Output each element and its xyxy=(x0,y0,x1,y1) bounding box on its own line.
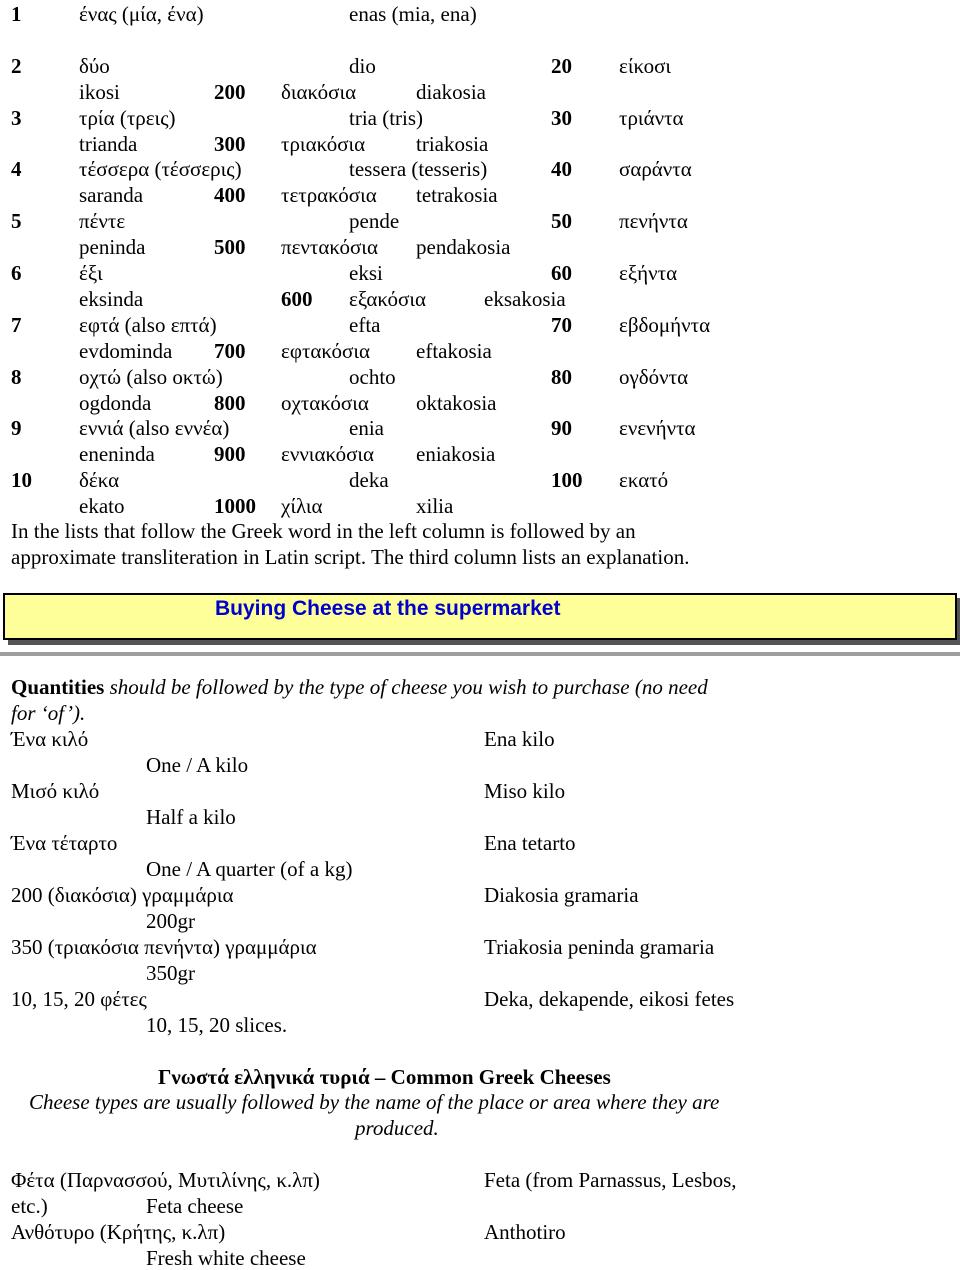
quantity-greek: Μισό κιλό xyxy=(11,779,100,803)
quantity-english: Half a kilo xyxy=(146,805,236,829)
tens-number: 60 xyxy=(551,261,572,285)
tens-number: 80 xyxy=(551,365,572,389)
cheese-english: Feta cheese xyxy=(146,1194,244,1218)
tens-greek: εξήντα xyxy=(619,261,678,285)
tens-latin: eneninda xyxy=(79,442,155,466)
hundreds-latin: pendakosia xyxy=(416,235,511,259)
hundreds-latin: xilia xyxy=(416,494,454,518)
number-latin: ochto xyxy=(349,365,396,389)
hundreds-latin: eftakosia xyxy=(416,339,492,363)
quantity-english: 200gr xyxy=(146,909,195,933)
quantity-english: 350gr xyxy=(146,961,195,985)
number-greek: οχτώ (also οκτώ) xyxy=(79,365,223,389)
cheese-english: Fresh white cheese xyxy=(146,1246,306,1270)
tens-number: 50 xyxy=(551,209,572,233)
tens-greek: πενήντα xyxy=(619,209,688,233)
quantity-english: One / A quarter (of a kg) xyxy=(146,857,353,881)
number-digit: 5 xyxy=(11,209,22,233)
hundreds-latin: diakosia xyxy=(416,80,486,104)
hundreds-number: 600 xyxy=(281,287,313,311)
tens-number: 90 xyxy=(551,416,572,440)
hundreds-greek: εφτακόσια xyxy=(281,339,370,363)
hundreds-number: 700 xyxy=(214,339,246,363)
quantity-latin: Ena tetarto xyxy=(484,831,576,855)
tens-greek: ογδόντα xyxy=(619,365,689,389)
section-title: Buying Cheese at the supermarket xyxy=(215,597,561,620)
cheese-latin: Feta (from Parnassus, Lesbos, xyxy=(484,1168,737,1192)
number-greek: πέντε xyxy=(79,209,126,233)
intro-line-2: approximate transliteration in Latin script. The third column lists an explanation. xyxy=(11,545,690,569)
hundreds-latin: tetrakosia xyxy=(416,183,498,207)
tens-latin: ekato xyxy=(79,494,125,518)
quantity-greek: 200 (διακόσια) γραμμάρια xyxy=(11,883,234,907)
tens-greek: εκατό xyxy=(619,468,669,492)
cheese-latin: Anthotiro xyxy=(484,1220,566,1244)
hundreds-greek: οχτακόσια xyxy=(281,391,369,415)
hundreds-greek: πεντακόσια xyxy=(281,235,378,259)
number-greek: τέσσερα (τέσσερις) xyxy=(79,157,242,181)
hundreds-greek: τριακόσια xyxy=(281,132,366,156)
quantities-note-2: for ‘of’). xyxy=(11,701,86,725)
quantity-greek: 350 (τριακόσια πενήντα) γραμμάρια xyxy=(11,935,317,959)
hundreds-greek: χίλια xyxy=(281,494,323,518)
number-latin: deka xyxy=(349,468,389,492)
tens-number: 40 xyxy=(551,157,572,181)
tens-latin: eksinda xyxy=(79,287,144,311)
tens-latin: peninda xyxy=(79,235,146,259)
number-digit: 1 xyxy=(11,2,22,26)
number-digit: 8 xyxy=(11,365,22,389)
hundreds-number: 400 xyxy=(214,183,246,207)
tens-greek: τριάντα xyxy=(619,106,684,130)
number-digit: 7 xyxy=(11,313,22,337)
tens-number: 30 xyxy=(551,106,572,130)
number-latin: eksi xyxy=(349,261,383,285)
hundreds-latin: eniakosia xyxy=(416,442,496,466)
tens-number: 20 xyxy=(551,54,572,78)
hundreds-number: 1000 xyxy=(214,494,256,518)
quantity-latin: Deka, dekapende, eikosi fetes xyxy=(484,987,735,1011)
number-greek: δέκα xyxy=(79,468,120,492)
cheese-greek-cont: etc.) xyxy=(11,1194,48,1218)
hundreds-number: 200 xyxy=(214,80,246,104)
quantity-greek: 10, 15, 20 φέτες xyxy=(11,987,147,1011)
hundreds-latin: oktakosia xyxy=(416,391,497,415)
cheese-greek: Φέτα (Παρνασσού, Μυτιλίνης, κ.λπ) xyxy=(11,1168,320,1192)
quantity-english: 10, 15, 20 slices. xyxy=(146,1013,288,1037)
cheeses-note-2: produced. xyxy=(355,1116,439,1140)
hundreds-number: 900 xyxy=(214,442,246,466)
number-greek: τρία (τρεις) xyxy=(79,106,176,130)
quantities-intro xyxy=(11,677,708,698)
quantity-greek: Ένα τέταρτο xyxy=(11,831,118,855)
number-latin: enas (mia, ena) xyxy=(349,2,477,26)
quantity-latin: Diakosia gramaria xyxy=(484,883,639,907)
number-greek: εφτά (also επτά) xyxy=(79,313,217,337)
tens-latin: evdominda xyxy=(79,339,173,363)
cheeses-heading: Γνωστά ελληνικά τυριά – Common Greek Cheeses xyxy=(158,1065,611,1089)
quantity-latin: Miso kilo xyxy=(484,779,566,803)
hundreds-greek: εξακόσια xyxy=(349,287,426,311)
cheeses-note-1: Cheese types are usually followed by the name of the place or area where they are xyxy=(29,1090,720,1114)
tens-latin: ikosi xyxy=(79,80,120,104)
tens-greek: εβδομήντα xyxy=(619,313,711,337)
number-latin: efta xyxy=(349,313,381,337)
quantities-label: Quantities xyxy=(11,675,105,699)
tens-greek: ενενήντα xyxy=(619,416,696,440)
number-digit: 2 xyxy=(11,54,22,78)
hundreds-latin: triakosia xyxy=(416,132,489,156)
tens-greek: είκοσι xyxy=(619,54,672,78)
number-greek: ένας (μία, ένα) xyxy=(79,2,204,26)
quantity-english: One / A kilo xyxy=(146,753,249,777)
number-latin: pende xyxy=(349,209,400,233)
tens-greek: σαράντα xyxy=(619,157,692,181)
tens-latin: trianda xyxy=(79,132,138,156)
tens-number: 70 xyxy=(551,313,572,337)
number-digit: 9 xyxy=(11,416,22,440)
hundreds-greek: διακόσια xyxy=(281,80,357,104)
hundreds-number: 800 xyxy=(214,391,246,415)
divider xyxy=(0,652,960,656)
number-digit: 10 xyxy=(11,468,32,492)
number-greek: έξι xyxy=(79,261,103,285)
tens-number: 100 xyxy=(551,468,583,492)
number-latin: dio xyxy=(349,54,376,78)
hundreds-number: 300 xyxy=(214,132,246,156)
cheese-greek: Ανθότυρο (Κρήτης, κ.λπ) xyxy=(11,1220,226,1244)
quantity-greek: Ένα κιλό xyxy=(11,727,89,751)
number-digit: 3 xyxy=(11,106,22,130)
hundreds-greek: εννιακόσια xyxy=(281,442,375,466)
hundreds-greek: τετρακόσια xyxy=(281,183,377,207)
hundreds-latin: eksakosia xyxy=(484,287,566,311)
number-latin: enia xyxy=(349,416,384,440)
number-latin: tessera (tesseris) xyxy=(349,157,488,181)
tens-latin: ogdonda xyxy=(79,391,152,415)
number-digit: 4 xyxy=(11,157,22,181)
number-digit: 6 xyxy=(11,261,22,285)
quantity-latin: Ena kilo xyxy=(484,727,555,751)
number-greek: εννιά (also εννέα) xyxy=(79,416,230,440)
quantities-note: should be followed by the type of cheese you wish to purchase (no need xyxy=(104,675,708,699)
intro-line-1: In the lists that follow the Greek word in the left column is followed by an xyxy=(11,519,636,543)
tens-latin: saranda xyxy=(79,183,144,207)
number-latin: tria (tris) xyxy=(349,106,424,130)
number-greek: δύο xyxy=(79,54,110,78)
quantity-latin: Triakosia peninda gramaria xyxy=(484,935,715,959)
hundreds-number: 500 xyxy=(214,235,246,259)
